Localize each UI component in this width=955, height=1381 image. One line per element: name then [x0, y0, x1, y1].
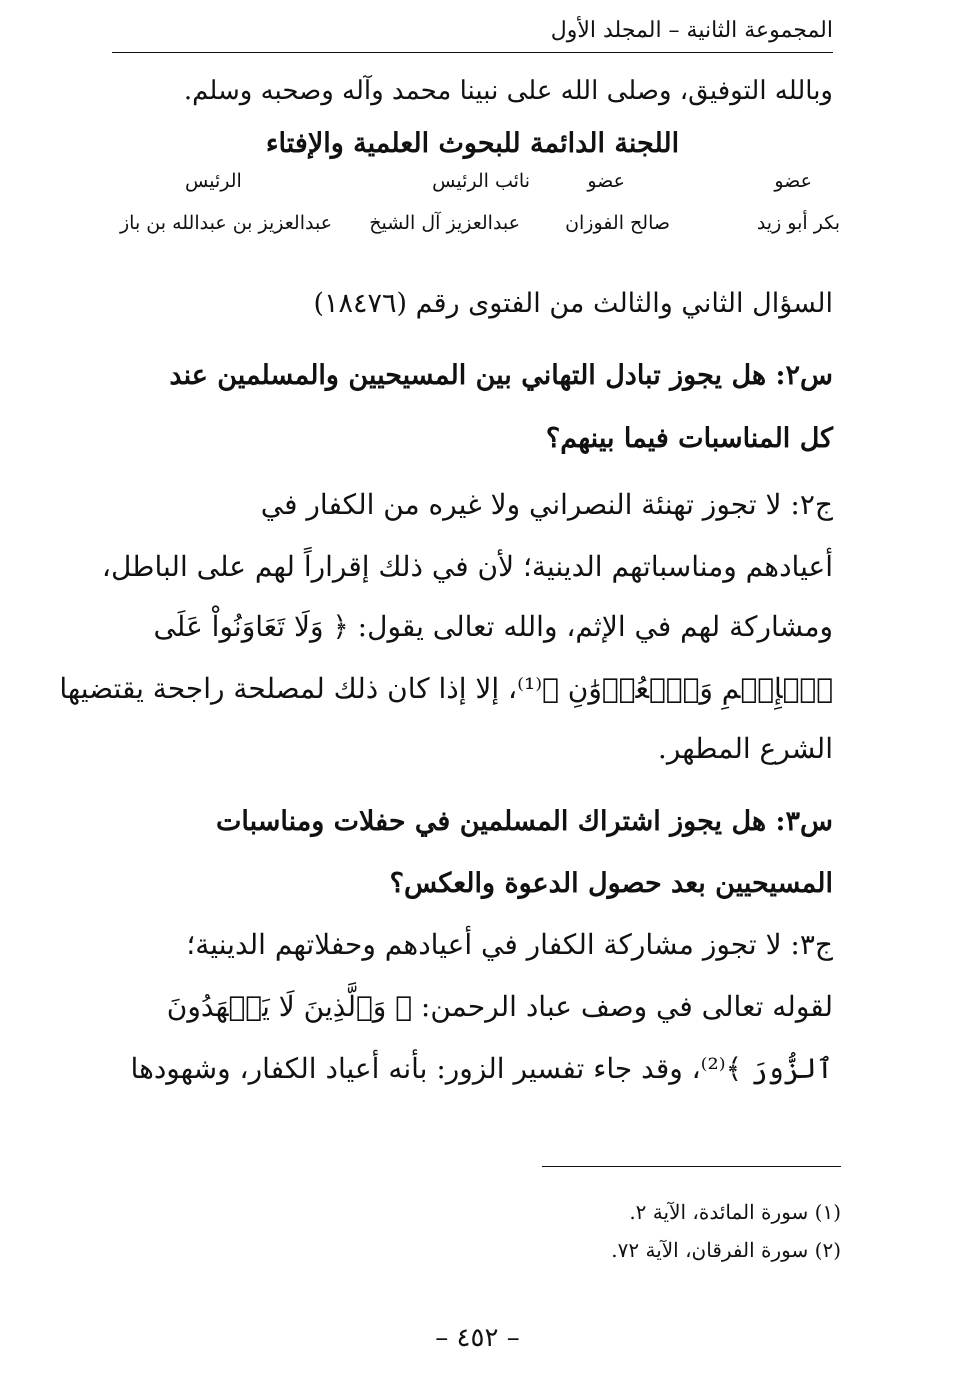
answer-2-line: ٱلۡإِثۡمِ وَٱلۡعُدۡوَٰنِ ﴾⁽¹⁾، إلا إذا كان ذلك لمصلحة راجحة يقتضيها: [59, 672, 833, 705]
committee-title: اللجنة الدائمة للبحوث العلمية والإفتاء: [265, 128, 680, 159]
member-role: عضو: [587, 170, 625, 192]
member-name: عبدالعزيز آل الشيخ: [369, 212, 520, 234]
header-rule: [112, 52, 833, 53]
member-role: الرئيس: [185, 170, 242, 192]
committee-roles: [125, 170, 830, 200]
answer-2-line: أعيادهم ومناسباتهم الدينية؛ لأن في ذلك إقراراً لهم على الباطل،: [101, 550, 833, 583]
question-2-line: كل المناسبات فيما بينهم؟: [545, 423, 833, 454]
answer-3-line: لقوله تعالى في وصف عباد الرحمن: ﴿ وَٱلَّذِينَ لَا يَشۡهَدُونَ: [166, 990, 833, 1023]
question-2-line: س٢: هل يجوز تبادل التهاني بين المسيحيين والمسلمين عند: [169, 360, 833, 391]
member-role: نائب الرئيس: [432, 170, 530, 192]
member-name: صالح الفوزان: [565, 212, 670, 234]
answer-3-line: ٱلزُّورَ ﴾⁽²⁾، وقد جاء تفسير الزور: بأنه أعياد الكفار، وشهودها: [130, 1052, 833, 1085]
section-heading: السؤال الثاني والثالث من الفتوى رقم (١٨٤٧٦): [313, 288, 833, 319]
footnote: (١) سورة المائدة، الآية ٢.: [629, 1200, 841, 1224]
question-3-line: المسيحيين بعد حصول الدعوة والعكس؟: [389, 868, 833, 899]
answer-2-line: الشرع المطهر.: [657, 732, 833, 765]
closing-line: وبالله التوفيق، وصلى الله على نبينا محمد وآله وصحبه وسلم.: [183, 76, 833, 106]
footnote: (٢) سورة الفرقان، الآية ٧٢.: [611, 1238, 841, 1262]
member-role: عضو: [774, 170, 812, 192]
footnote-rule: [542, 1166, 841, 1167]
member-name: عبدالعزيز بن عبدالله بن باز: [120, 212, 333, 234]
committee-names: [120, 212, 840, 242]
answer-2-line: ج٢: لا تجوز تهنئة النصراني ولا غيره من الكفار في: [260, 488, 833, 521]
answer-2-line: ومشاركة لهم في الإثم، والله تعالى يقول: ﴿ وَلَا تَعَاوَنُواْ عَلَى: [153, 610, 833, 643]
answer-3-line: ج٣: لا تجوز مشاركة الكفار في أعيادهم وحفلاتهم الدينية؛: [186, 928, 833, 961]
member-name: بكر أبو زيد: [756, 212, 840, 234]
page-number: – ٤٥٢ –: [435, 1323, 520, 1353]
question-3-line: س٣: هل يجوز اشتراك المسلمين في حفلات ومناسبات: [215, 806, 833, 837]
running-header: المجموعة الثانية – المجلد الأول: [550, 18, 833, 43]
